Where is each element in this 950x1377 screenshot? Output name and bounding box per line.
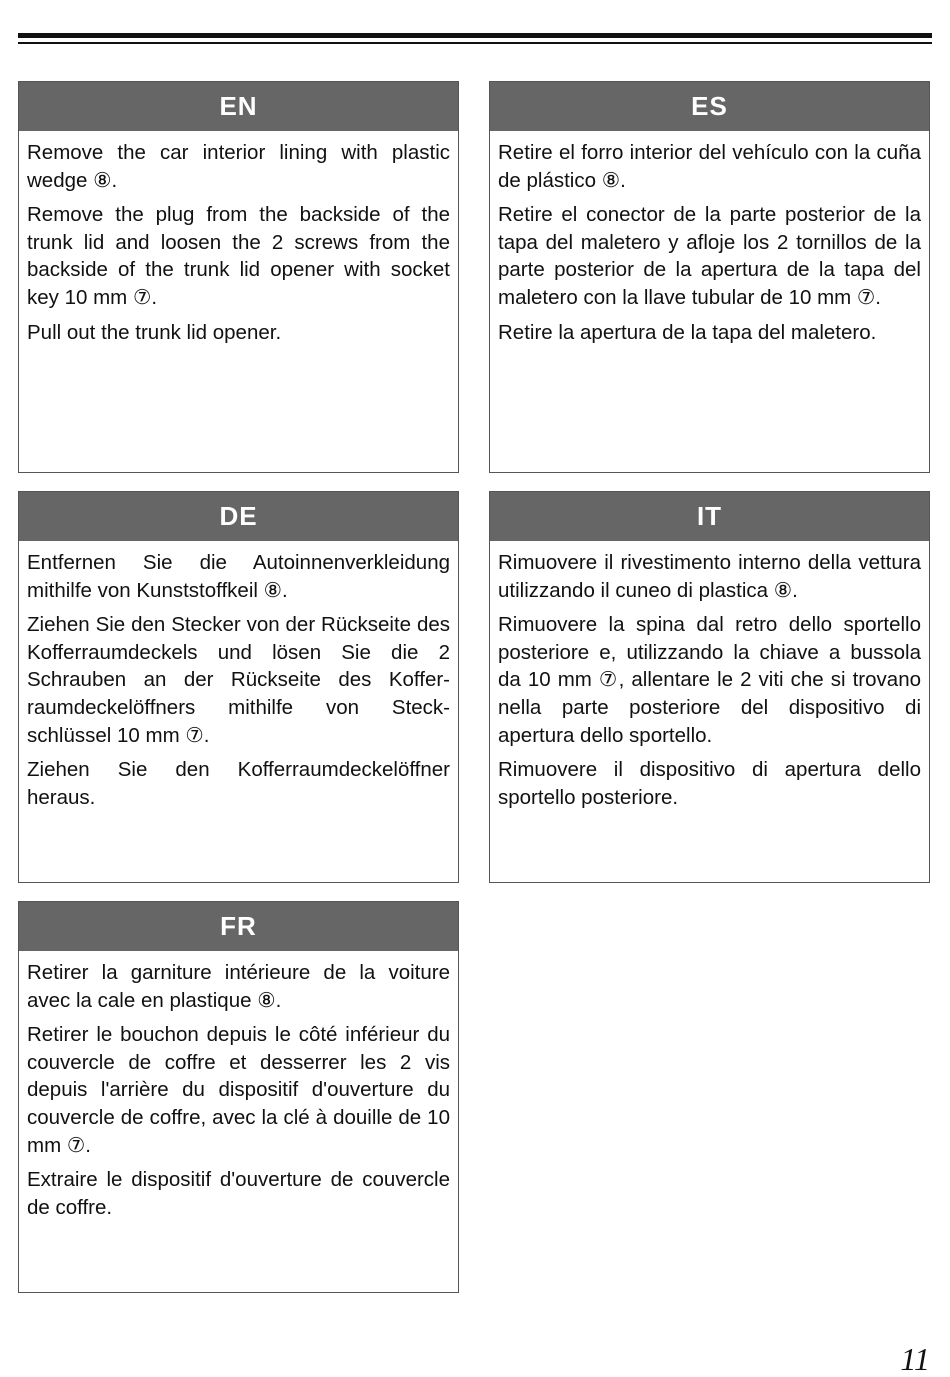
top-rule-thick [18,33,932,38]
section-body-it [490,541,929,811]
section-de [18,491,459,883]
paragraph: Retire el conector de la parte posterior de la tapa del maletero y afloje los 2 tornillos de la parte posterior de la apertura de la tapa del maletero con la llave tubular de 10 mm ⑦. [498,203,921,309]
paragraph: Ziehen Sie den Kofferraumdeckelöffner heraus. [27,758,450,809]
section-body-en [19,131,458,346]
section-header-de: DE [19,492,458,541]
paragraph: Retire la apertura de la tapa del maletero. [498,320,877,344]
section-header-it: IT [490,492,929,541]
paragraph: Remove the plug from the backside of the trunk lid and loosen the 2 screws from the backside of the trunk lid opener with socket key 10 mm ⑦. [27,203,450,309]
section-header-en: EN [19,82,458,131]
paragraph: Retirer la garniture intérieure de la voiture avec la cale en plastique ⑧. [27,961,450,1012]
section-en [18,81,459,473]
paragraph: Retire el forro interior del vehículo con la cuña de plástico ⑧. [498,141,921,192]
paragraph: Remove the car interior lining with plastic wedge ⑧. [27,141,450,192]
paragraph: Rimuovere il rivestimento interno della vettura utilizzando il cuneo di plastica ⑧. [498,551,921,602]
section-body-de [19,541,458,811]
section-header-fr: FR [19,902,458,951]
section-header-es: ES [490,82,929,131]
section-it [489,491,930,883]
page-number: 11 [900,1341,930,1377]
paragraph: Rimuovere la spina dal retro dello sportello posteriore e, utilizzando la chiave a bussola da 10 mm ⑦, allentare le 2 viti che si trovano nella parte posteriore del dispositivo di apertura dello sportello. [498,613,921,747]
top-rule-thin [18,42,932,44]
section-body-fr [19,951,458,1221]
paragraph: Ziehen Sie den Stecker von der Rückseite des Kofferraumdeckels und lösen Sie die 2 Schrauben an der Rückseite des Koffer-raumdeckelöffners mithilfe von Steck-schlüssel 10 mm ⑦. [27,613,450,747]
section-es [489,81,930,473]
section-body-es [490,131,929,346]
paragraph: Retirer le bouchon depuis le côté inférieur du couvercle de coffre et desserrer les 2 vis depuis l'arrière du dispositif d'ouverture du couvercle de coffre, avec la clé à douille de 10 mm ⑦. [27,1023,450,1157]
paragraph: Pull out the trunk lid opener. [27,320,282,344]
paragraph: Entfernen Sie die Autoinnenverkleidung mithilfe von Kunststoffkeil ⑧. [27,551,450,602]
paragraph: Extraire le dispositif d'ouverture de couvercle de coffre. [27,1168,450,1219]
section-fr [18,901,459,1293]
paragraph: Rimuovere il dispositivo di apertura dello sportello posteriore. [498,758,921,809]
